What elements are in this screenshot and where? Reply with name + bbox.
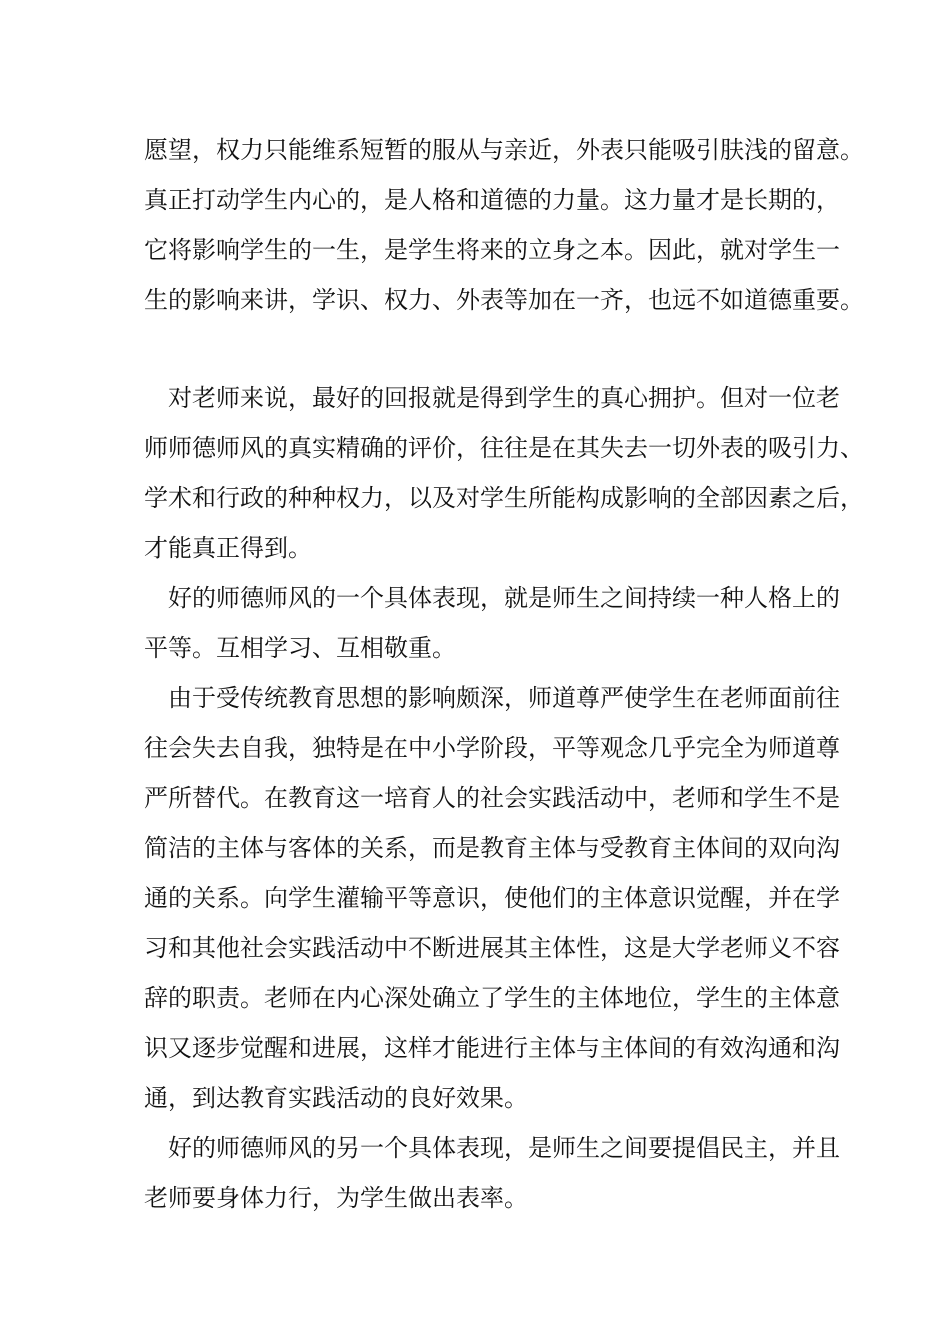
text-line: 学术和行政的种种权力，以及对学生所能构成影响的全部因素之后， — [144, 484, 864, 512]
text-line: 辞的职责。老师在内心深处确立了学生的主体地位，学生的主体意 — [144, 984, 840, 1012]
text-line: 老师要身体力行，为学生做出表率。 — [144, 1184, 528, 1212]
text-line: 真正打动学生内心的，是人格和道德的力量。这力量才是长期的， — [144, 186, 840, 214]
text-line: 它将影响学生的一生，是学生将来的立身之本。因此，就对学生一 — [144, 236, 840, 264]
text-line: 生的影响来讲，学识、权力、外表等加在一齐，也远不如道德重要。 — [144, 286, 864, 314]
text-line: 识又逐步觉醒和进展，这样才能进行主体与主体间的有效沟通和沟 — [144, 1034, 840, 1062]
text-line: 通，到达教育实践活动的良好效果。 — [144, 1084, 528, 1112]
text-line: 往会失去自我，独特是在中小学阶段，平等观念几乎完全为师道尊 — [144, 734, 840, 762]
text-line: 习和其他社会实践活动中不断进展其主体性，这是大学老师义不容 — [144, 934, 840, 962]
text-line: 好的师德师风的另一个具体表现，是师生之间要提倡民主，并且 — [168, 1134, 840, 1162]
text-line: 愿望，权力只能维系短暂的服从与亲近，外表只能吸引肤浅的留意。 — [144, 136, 864, 164]
text-line: 通的关系。向学生灌输平等意识，使他们的主体意识觉醒，并在学 — [144, 884, 840, 912]
text-line: 师师德师风的真实精确的评价，往往是在其失去一切外表的吸引力、 — [144, 434, 864, 462]
text-line: 好的师德师风的一个具体表现，就是师生之间持续一种人格上的 — [168, 584, 840, 612]
text-line: 严所替代。在教育这一培育人的社会实践活动中，老师和学生不是 — [144, 784, 840, 812]
text-line: 对老师来说，最好的回报就是得到学生的真心拥护。但对一位老 — [168, 384, 840, 412]
text-line: 才能真正得到。 — [144, 534, 312, 562]
text-line: 平等。互相学习、互相敬重。 — [144, 634, 456, 662]
text-line: 由于受传统教育思想的影响颇深，师道尊严使学生在老师面前往 — [168, 684, 840, 712]
text-line: 简洁的主体与客体的关系，而是教育主体与受教育主体间的双向沟 — [144, 834, 840, 862]
